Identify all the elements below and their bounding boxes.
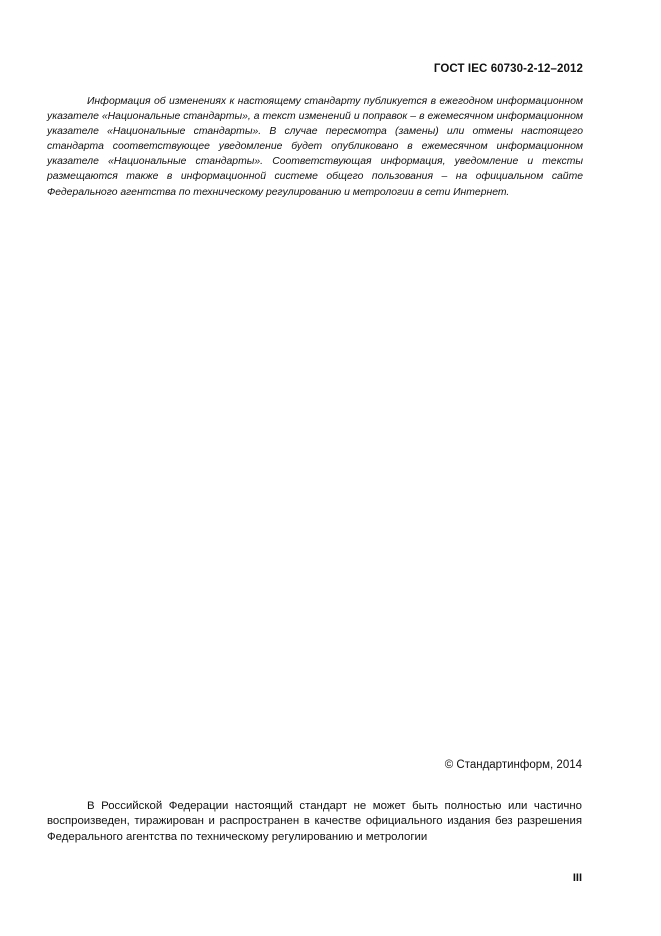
reproduction-restriction-paragraph: В Российской Федерации настоящий стандарт не может быть полностью или частично воспроизведен, тиражирован и распространен в качестве официального издания без разрешения Федерального агентства по техническому регулированию и метрологии xyxy=(47,800,582,843)
page-number: III xyxy=(572,872,582,884)
document-code: ГОСТ IEC 60730-2-12–2012 xyxy=(433,63,583,75)
amendments-info-paragraph: Информация об изменениях к настоящему стандарту публикуется в ежегодном информационном указателе «Национальные стандарты», а текст изменений и поправок – в ежемесячном информационном указателе «Национальные стандарты». В случае пересмотра (замены) или отмены настоящего стандарта соответствующее уведомление будет опубликовано в ежемесячном информационном указателе «Национальные стандарты». Соответствующая информация, уведомление и тексты размещаются также в информационной системе общего пользования – на официальном сайте Федерального агентства по техническому регулированию и метрологии в сети Интернет. xyxy=(47,96,583,198)
copyright-notice: © Стандартинформ, 2014 xyxy=(444,759,582,771)
